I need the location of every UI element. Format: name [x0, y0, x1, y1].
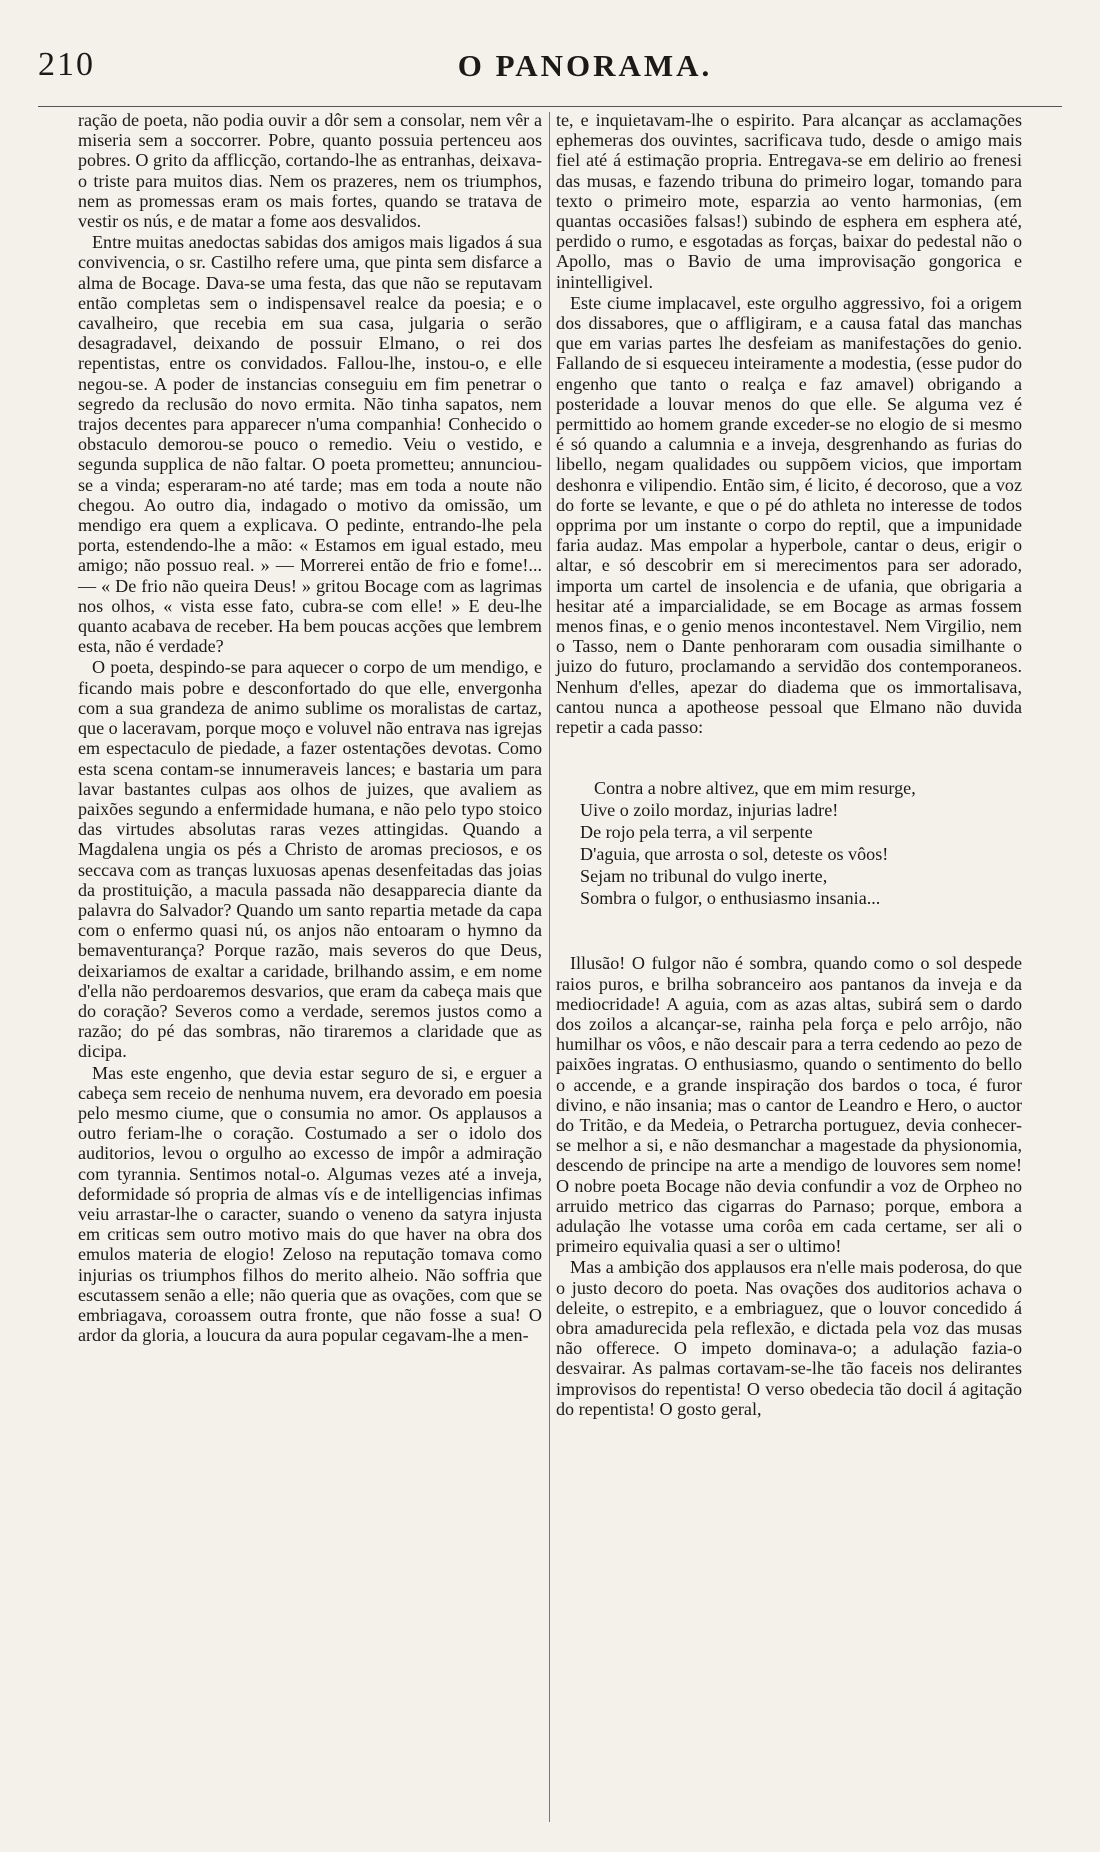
paragraph: Este ciume implacavel, este orgulho aggressivo, foi a origem dos dissabores, que o affligiram, e a causa fatal das manchas que em varias partes lhe desfeiam as manifestações do genio. Fallando de si esqueceu inteiramente a modestia, (esse pudor do engenho que tanto o realça e faz amavel) obrigando a posteridade a louvar menos do que elle. Se alguma vez é permittido ao homem grande exceder-se no elogio de si mesmo é só quando a calumnia e a inveja, desgrenhando as furias do libello, negam qualidades ou suppõem vicios, que importam deshonra e vilipendio. Então sim, é licito, é decoroso, que a voz do forte se levante, e que o pé do athleta no interesse de todos opprima por um instante o corpo do reptil, que a impunidade faria audaz. Mas empolar a hyperbole, cantar o deus, erigir o altar, e só descobrir em si merecimentos para ser adorado, importa um cartel de insolencia e de ufania, que obrigaria a hesitar até a imparcialidade, se em Bocage as armas fossem menos finas, e o genio menos incontestavel. Nem Virgilio, nem o Tasso, nem o Dante penhoraram com ousadia similhante o juizo do futuro, proclamando a servidão dos contemporaneos. Nenhum d'elles, apezar do diadema que os immortalisava, cantou nunca a apotheose pessoal que Elmano não duvida repetir a cada passo:: [556, 292, 1022, 738]
poem-line: Contra a nobre altivez, que em mim resurge,: [594, 778, 916, 799]
paragraph: Entre muitas anedoctas sabidas dos amigos mais ligados á sua convivencia, o sr. Castilho refere uma, que pinta sem disfarce a alma de Bocage. Dava-se uma festa, das que não se reputavam então completas sem o indispensavel realce da poesia; e o cavalheiro, que recebia em sua casa, julgaria o serão desagradavel, deixando de possuir Elmano, o rei dos repentistas, entre os convidados. Fallou-lhe, instou-o, e elle negou-se. A poder de instancias conseguiu em fim penetrar o segredo da reclusão do novo ermita. Não tinha sapatos, nem trajos decentes para apparecer n'uma companhia! Conhecido o obstaculo demorou-se pouco o remedio. Veiu o vestido, e segunda supplica de não faltar. O poeta prometteu; annunciou-se a vinda; esperaram-no até tarde; mas em toda a noute não chegou. Ao outro dia, indagado o motivo da omissão, um mendigo era quem a explicava. O pedinte, entrando-lhe pela porta, estendendo-lhe a mão: « Estamos em igual estado, meu amigo; não possuo real. » — Morrerei então de frio e fome!... — « De frio não queira Deus! » gritou Bocage com as lagrimas nos olhos, « vista esse fato, cubra-se com elle! » E deu-lhe quanto acabava de receber. Ha bem poucas acções que lembrem esta, não é verdade?: [78, 232, 542, 657]
poem-line: Uive o zoilo mordaz, injurias ladre!: [580, 800, 839, 821]
left-column: [78, 110, 542, 1346]
paragraph: Mas este engenho, que devia estar seguro de si, e erguer a cabeça sem receio de nenhuma nuvem, era devorado em poesia pelo mesmo ciume, que o consumia no amor. Os applausos a outro feriam-lhe o coração. Costumado a ser o idolo dos auditorios, levou o orgulho ao excesso de impôr a admiração com tyrannia. Sentimos notal-o. Algumas vezes até a inveja, deformidade só propria de almas vís e de intelligencias infimas veiu arrastar-lhe o caracter, suando o veneno da satyra injusta em criticas sem outro motivo mais do que haver na obra dos emulos materia de elogio! Zeloso na reputação tomava como injurias os triumphos filhos do merito alheio. Não soffria que escutassem senão a elle; não queria que as ovações, com que se embriagava, coroassem outra fronte, que não fosse a sua! O ardor da gloria, a loucura da aura popular cegavam-lhe a men-: [78, 1062, 542, 1346]
poem-line: Sombra o fulgor, o enthusiasmo insania...: [580, 888, 881, 909]
page-number: 210: [38, 46, 95, 83]
paragraph: ração de poeta, não podia ouvir a dôr sem a consolar, nem vêr a miseria sem a soccorrer. Pobre, quanto possuia pertenceu aos pobres. O grito da afflicção, cortando-lhe as entranhas, deixava-o triste para muitos dias. Nem os prazeres, nem os triumphos, nem as promessas eram os mais fortes, quando se tratava de vestir os nús, e de matar a fome aos desvalidos.: [78, 110, 542, 232]
paragraph: te, e inquietavam-lhe o espirito. Para alcançar as acclamações ephemeras dos ouvintes, sacrificava tudo, desde o amigo mais fiel até á estimação propria. Entregava-se em delirio ao frenesi das musas, e fazendo tribuna do primeiro logar, tomando para texto o primeiro mote, esparzia ao vento harmonias, (em quantas occasiões falsas!) subindo de esphera em esphera até, perdido o rumo, e esgotadas as forças, baixar do pedestal não o Apollo, mas o Bavio de uma improvisação gongorica e inintelligivel.: [556, 110, 1022, 292]
header-rule: [38, 106, 1062, 107]
paragraph: Mas a ambição dos applausos era n'elle mais poderosa, do que o justo decoro do poeta. Nas ovações dos auditorios achava o deleite, o estrepito, e a embriaguez, que o louvor concedido á obra amadurecida pela reflexão, e dictada pela voz das musas não offerece. O impeto dominava-o; a adulação fazia-o desvairar. As palmas cortavam-se-lhe tão faceis nos delirantes improvisos do repentista! O verso obedecia tão docil á agitação do repentista! O gosto geral,: [556, 1257, 1022, 1419]
paragraph: Illusão! O fulgor não é sombra, quando como o sol despede raios puros, e brilha sobranceiro aos pantanos da inveja e da mediocridade! A aguia, com as azas altas, subirá sem o dardo dos zoilos a alcançar-se, rainha pela força e pelo arrôjo, não humilhar os vôos, e não descair para a terra cedendo ao pezo de paixões ingratas. O enthusiasmo, quando o sentimento do bello o accende, e a grande inspiração dos bardos o toca, é furor divino, e não insania; mas o cantor de Leandro e Hero, o auctor do Tritão, e da Medeia, o Petrarcha portuguez, devia conhecer-se melhor a si, e não desmanchar a magestade da physionomia, descendo de principe na arte a mendigo de louvores sem nome! O nobre poeta Bocage não devia confundir a voz de Orpheo no arruido metrico das cigarras do Parnaso; porque, embora a adulação lhe votasse uma corôa em cada certame, ser ali o primeiro equivalia quasi a ser o ultimo!: [556, 953, 1022, 1257]
poem-quote: [556, 777, 1022, 909]
poem-line: De rojo pela terra, a vil serpente: [580, 822, 813, 843]
column-divider: [549, 112, 550, 1822]
right-column: [556, 110, 1022, 1420]
journal-title: O PANORAMA.: [457, 48, 713, 83]
poem-line: D'aguia, que arrosta o sol, deteste os vôos!: [580, 844, 889, 865]
poem-line: Sejam no tribunal do vulgo inerte,: [580, 866, 828, 887]
paragraph: O poeta, despindo-se para aquecer o corpo de um mendigo, e ficando mais pobre e desconfortado do que elle, envergonha com a sua grandeza de animo sublime os moralistas de cartaz, que o laceravam, porque moço e voluvel não entrava nas igrejas em espectaculo de piedade, a fazer ostentações devotas. Como esta scena contam-se innumeraveis lances; e bastaria um para lavar bastantes culpas aos olhos de juizes, que avaliem as paixões segundo a enfermidade humana, e não pelo typo stoico das virtudes absolutas raras vezes attingidas. Quando a Magdalena ungia os pés a Christo de aromas preciosos, e os seccava com as tranças luxuosas apenas desenfeitadas das joias da prostituição, a macula passada não desapparecia diante da palavra do Salvador? Quando um santo repartia metade da capa com o enfermo quasi nú, os anjos não entoaram o hymno da bemaventurança? Porque razão, mais severos do que Deus, deixariamos de exaltar a caridade, brilhando assim, e em nome d'ella não perdoaremos desvarios, que eram da cabeça mais que do coração? Severos como a verdade, seremos justos como a razão; do pé das sombras, não tiraremos a claridade que as dicipa.: [78, 657, 542, 1062]
page-header: [38, 46, 1062, 96]
